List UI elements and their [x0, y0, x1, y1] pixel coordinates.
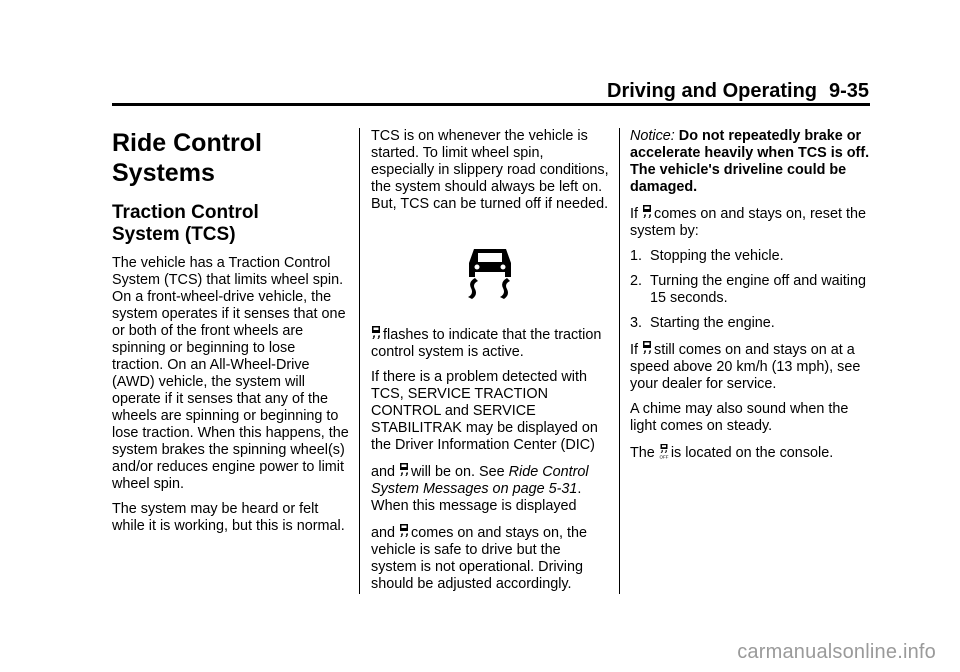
- traction-control-icon: [399, 523, 409, 539]
- traction-control-icon: [642, 340, 652, 356]
- paragraph-text: flashes to indicate that the traction control system is active.: [371, 327, 602, 360]
- traction-control-off-icon: [659, 443, 669, 459]
- text: still comes on and stays on at a speed above 20 km/h (13 mph), see your dealer for service.: [630, 342, 861, 392]
- text: comes on and stays on, the vehicle is safe to drive but the system is not operational. Driving should be adjusted accordingly.: [371, 525, 588, 592]
- step-text: Stopping the vehicle.: [650, 248, 784, 264]
- page-title: Ride Control Systems: [112, 129, 262, 187]
- step-text: Starting the engine.: [650, 315, 775, 331]
- step-number: 2.: [630, 273, 643, 289]
- column-divider-1: [359, 128, 360, 594]
- section-heading-line-1: Traction Control: [112, 202, 259, 223]
- paragraph: [630, 340, 870, 393]
- traction-control-icon: [642, 204, 652, 220]
- text: and: [371, 464, 396, 480]
- list-item: [630, 315, 870, 332]
- paragraph: If there is a problem detected with TCS, SERVICE TRACTION CONTROL and SERVICE STABILITRAK may be displayed on the Driver Information Center (DIC): [371, 369, 598, 453]
- paragraph: A chime may also sound when the light comes on steady.: [630, 401, 849, 434]
- traction-control-icon: [371, 325, 381, 341]
- page-number: 9-35: [828, 80, 869, 102]
- paragraph: The system may be heard or felt while it is working, but this is normal.: [112, 501, 345, 534]
- notice: [630, 128, 870, 196]
- list-item: [630, 273, 870, 307]
- text: . When this message is displayed: [371, 481, 582, 514]
- paragraph: [371, 523, 609, 593]
- step-text: Turning the engine off and waiting 15 seconds.: [650, 273, 867, 306]
- section-heading: [112, 202, 350, 246]
- page-header: [607, 80, 869, 103]
- traction-control-icon: [399, 462, 409, 478]
- step-number: 3.: [630, 315, 643, 331]
- section-heading-line-2: System (TCS): [112, 224, 236, 245]
- notice-label: Notice:: [630, 128, 675, 144]
- list-item: [630, 248, 870, 265]
- text: comes on and stays on, reset the system by:: [630, 206, 866, 239]
- text: If: [630, 342, 638, 358]
- column-3: [630, 128, 870, 470]
- text: The: [630, 445, 655, 461]
- traction-control-icon: [464, 245, 516, 299]
- column-divider-2: [619, 128, 620, 594]
- header-rule: [112, 103, 870, 106]
- paragraph: [630, 204, 870, 240]
- column-2: [371, 128, 609, 601]
- column-1: [112, 128, 350, 543]
- paragraph: [371, 325, 609, 361]
- text: will be on. See: [411, 464, 505, 480]
- cross-reference-link[interactable]: Ride Control System Messages on page 5-31: [371, 464, 589, 497]
- section-title: Driving and Operating: [607, 80, 818, 102]
- notice-text: Do not repeatedly brake or accelerate heavily when TCS is off. The vehicle's driveline could be damaged.: [630, 128, 870, 195]
- paragraph: [371, 462, 609, 515]
- paragraph: The vehicle has a Traction Control System (TCS) that limits wheel spin. On a front-wheel-drive vehicle, the system operates if it senses that one or both of the front wheels are spinning or beginning to lose traction. On an All-Wheel-Drive (AWD) vehicle, the system will operate if it senses that any of the wheels are spinning or beginning to lose traction. When this happens, the system brakes the spinning wheel(s) and/or reduces engine power to limit wheel spin.: [112, 255, 349, 492]
- text: is located on the console.: [670, 445, 834, 461]
- svg-text:OFF: OFF: [659, 454, 669, 459]
- paragraph: [630, 443, 870, 462]
- watermark: carmanualsonline.info: [737, 641, 936, 663]
- text: If: [630, 206, 638, 222]
- reset-steps-list: [630, 248, 870, 332]
- step-number: 1.: [630, 248, 643, 264]
- paragraph: TCS is on whenever the vehicle is started. To limit wheel spin, especially in slippery road conditions, the system should always be left on. But, TCS can be turned off if needed.: [371, 128, 609, 212]
- text: and: [371, 525, 396, 541]
